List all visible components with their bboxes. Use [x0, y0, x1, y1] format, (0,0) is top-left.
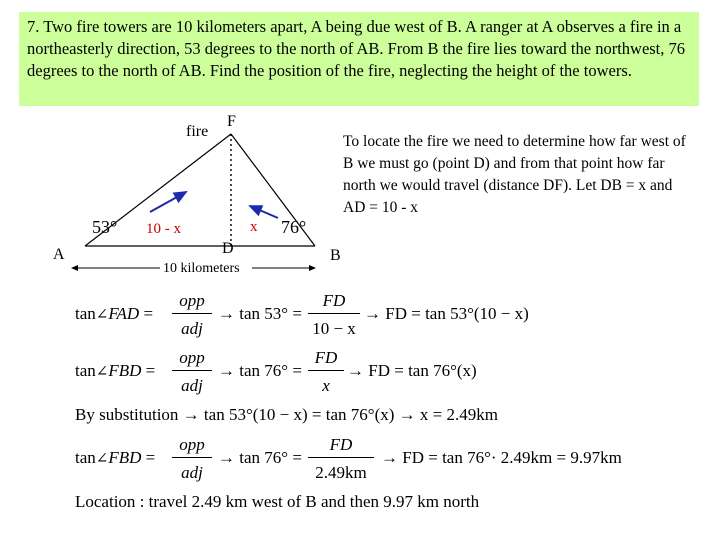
eq2-frac1-bar	[172, 370, 212, 371]
eq3-mid: → tan 76° =	[218, 448, 302, 467]
eq2-mid: → tan 76° =	[218, 361, 302, 380]
point-A-label: A	[53, 246, 65, 263]
eq3-lhs: tan∠FBD =	[75, 448, 156, 467]
eq1-mid: → tan 53° =	[218, 304, 302, 323]
angle-A-label: 53°	[92, 217, 118, 237]
eq3-frac2-bar	[308, 457, 374, 458]
eq3-rhs: → FD = tan 76°· 2.49km = 9.97km	[381, 448, 622, 467]
eq1-frac2-den: 10 − x	[312, 319, 356, 338]
eq3-frac1-den: adj	[181, 463, 203, 482]
eq2-frac2-num: FD	[314, 348, 338, 367]
arrow-from-B	[250, 206, 278, 218]
eq2-frac2-bar	[308, 370, 344, 371]
eq3-frac1-num: opp	[179, 435, 205, 454]
point-D-label: D	[222, 240, 234, 257]
eq2-frac2-den: x	[322, 376, 330, 395]
base-length-label: 10 kilometers	[163, 261, 240, 276]
segment-AD-label: 10 - x	[146, 221, 181, 237]
eq2-lhs: tan∠FBD =	[75, 361, 156, 380]
location-line: Location : travel 2.49 km west of B and then 9.97 km north	[75, 492, 480, 511]
arrow-from-A	[150, 192, 186, 212]
eq2-frac1-den: adj	[181, 376, 203, 395]
eq3-frac2-den: 2.49km	[315, 463, 367, 482]
fire-label: fire	[186, 123, 209, 140]
eq1-rhs: → FD = tan 53°(10 − x)	[364, 304, 529, 323]
point-F-label: F	[227, 113, 236, 130]
eq1-frac1-den: adj	[181, 319, 203, 338]
eq1-frac2-num: FD	[322, 291, 346, 310]
problem-text: 7. Two fire towers are 10 kilometers apart, A being due west of B. A ranger at A observes a fire in a northeasterly direction, 53 degrees to the north of AB. From B the fire lies toward the northwest, 76 degrees to the north of AB. Find the position of the fire, neglecting the height of the towers.	[27, 17, 686, 80]
eq1-lhs: tan∠FAD =	[75, 304, 154, 323]
explanation-text: To locate the fire we need to determine how far west of B we must go (point D) and from that point how far north we would travel (distance DF). Let DB = x and AD = 10 - x	[343, 133, 686, 216]
substitution-line: By substitution → tan 53°(10 − x) = tan 76°(x) → x = 2.49km	[75, 405, 498, 424]
eq2-rhs: → FD = tan 76°(x)	[347, 361, 477, 380]
segment-DB-label: x	[250, 219, 258, 235]
point-B-label: B	[330, 247, 341, 264]
eq2-frac1-num: opp	[179, 348, 205, 367]
angle-B-label: 76°	[281, 217, 307, 237]
eq3-frac2-num: FD	[329, 435, 353, 454]
eq3-frac1-bar	[172, 457, 212, 458]
eq1-frac1-bar	[172, 313, 212, 314]
eq1-frac2-bar	[308, 313, 360, 314]
eq1-frac1-num: opp	[179, 291, 205, 310]
